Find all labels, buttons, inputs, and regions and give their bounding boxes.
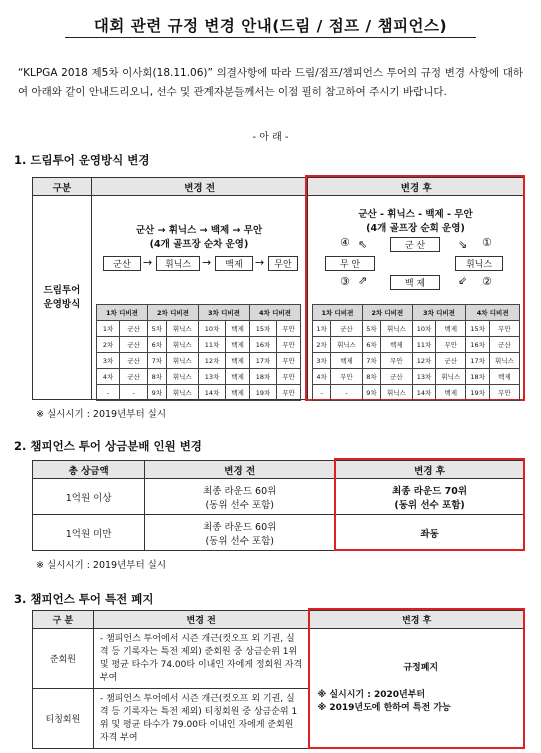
section3-col-after: 변경 후 [309, 611, 525, 629]
arrow-diagonal-icon: ⇖ [358, 238, 368, 251]
table-cell: 13차 [412, 369, 436, 385]
before-cell: - 챔피언스 투어에서 시즌 개근(컷오프 외 기권, 실격 등 기록자는 특전 제외) 티칭회원 중 상금순위 1위 및 평균 타수가 79.00타 이내인 자에게 준회원 자격 부여 [93, 689, 309, 749]
table-row [97, 321, 301, 337]
table-cell: 백제 [489, 369, 519, 385]
marker-3: ③ [340, 275, 350, 288]
section2-heading: 2. 챔피언스 투어 상금분배 인원 변경 [14, 439, 202, 453]
division-header: 4차 디비젼 [249, 305, 300, 321]
table-cell: 휘닉스 [489, 353, 519, 369]
table-cell: 3차 [313, 353, 331, 369]
table-cell: 18차 [249, 369, 276, 385]
section3-col-type: 구 분 [33, 611, 94, 629]
member-type-cell: 티칭회원 [33, 689, 94, 749]
table-cell: 백제 [226, 385, 250, 401]
table-cell: 군산 [331, 321, 363, 337]
table-cell: 19차 [466, 385, 490, 401]
table-cell: 백제 [436, 385, 466, 401]
table-cell: 9차 [362, 385, 380, 401]
before-cell: - 챔피언스 투어에서 시즌 개근(컷오프 외 기권, 실격 등 기록자는 특전 제외) 준회원 중 상금순위 1위 및 평균 타수가 74.00타 이내인 자에게 정회원 자격 부여 [93, 629, 309, 689]
table-row [97, 385, 301, 401]
section2-col-amount: 총 상금액 [33, 461, 145, 479]
table-cell: 11차 [198, 337, 225, 353]
table-cell: 휘닉스 [166, 385, 198, 401]
arrow-right-icon: → [255, 256, 265, 269]
table-row [97, 337, 301, 353]
table-cell: 무안 [489, 385, 519, 401]
marker-4: ④ [340, 236, 350, 249]
before-flow-title: 군산 → 휘닉스 → 백제 → 무안 [135, 225, 263, 236]
arrow-right-icon: → [202, 256, 212, 269]
arrow-diagonal-icon: ⇘ [458, 238, 468, 251]
arrow-diagonal-icon: ⇙ [458, 274, 468, 287]
before-cell: 최종 라운드 60위 (동위 선수 포함) [145, 515, 335, 551]
section2-col-before: 변경 전 [145, 461, 335, 479]
table-cell: 무안 [331, 369, 363, 385]
before-box-phoenix: 휘닉스 [156, 256, 200, 271]
table-cell: 7차 [147, 353, 166, 369]
division-header: 2차 디비젼 [147, 305, 198, 321]
table-cell: 무안 [277, 353, 301, 369]
table-row [313, 369, 520, 385]
table-cell: - [120, 385, 148, 401]
table-row [97, 353, 301, 369]
division-header: 1차 디비젼 [97, 305, 148, 321]
table-cell: 백제 [226, 353, 250, 369]
division-header: 3차 디비젼 [198, 305, 249, 321]
table-cell: 군산 [436, 353, 466, 369]
before-box-baekje: 백제 [215, 256, 253, 271]
table-cell: - [97, 385, 120, 401]
table-cell: 5차 [362, 321, 380, 337]
table-cell: 군산 [120, 337, 148, 353]
member-type-cell: 준회원 [33, 629, 94, 689]
table-cell: 10차 [198, 321, 225, 337]
table-cell: 군산 [120, 369, 148, 385]
section2-after-highlight [334, 458, 525, 551]
after-flow-title: 군산 - 휘닉스 - 백제 - 무안 [358, 209, 473, 220]
table-cell: 무안 [489, 321, 519, 337]
before-box-gunsan: 군산 [103, 256, 141, 271]
after-cell: 규정폐지 ※ 실시시기 : 2020년부터 ※ 2019년도에 한하여 특전 가능 [309, 629, 525, 749]
section1-heading: 1. 드림투어 운영방식 변경 [14, 153, 150, 167]
table-cell: 무안 [381, 353, 413, 369]
table-cell: 5차 [147, 321, 166, 337]
table-cell: 휘닉스 [166, 369, 198, 385]
intro-paragraph: “KLPGA 2018 제5차 이사회(18.11.06)” 의결사항에 따라 드림/점프/챔피언스 투어의 규정 변경 사항에 대하여 아래와 같이 안내드리오니, 선수 및 관계자분들께서는 이점 필히 참고하여 주시기 바랍니다. [18, 67, 523, 98]
section1-note: ※ 실시시기 : 2019년부터 실시 [36, 409, 167, 420]
table-cell: 12차 [412, 353, 436, 369]
section1-col-label: 구분 [33, 178, 92, 196]
before-cell: 최종 라운드 60위 (동위 선수 포함) [145, 479, 335, 515]
amount-cell: 1억원 이상 [33, 479, 145, 515]
table-cell: 군산 [489, 337, 519, 353]
table-cell: 백제 [436, 321, 466, 337]
table-row [97, 369, 301, 385]
below-marker: - 아 래 - [252, 132, 289, 143]
table-cell: 휘닉스 [166, 353, 198, 369]
table-cell: 1차 [313, 321, 331, 337]
table-cell: - [313, 385, 331, 401]
after-box-left: 무 안 [325, 256, 375, 271]
section3-after-highlight [308, 608, 525, 749]
table-cell: 17차 [466, 353, 490, 369]
before-box-muan: 무안 [268, 256, 298, 271]
table-cell: 19차 [249, 385, 276, 401]
table-cell: 8차 [362, 369, 380, 385]
table-cell: 14차 [412, 385, 436, 401]
division-header: 4차 디비젼 [466, 305, 520, 321]
table-cell: 백제 [226, 337, 250, 353]
table-cell: 17차 [249, 353, 276, 369]
table-cell: 12차 [198, 353, 225, 369]
table-cell: 16차 [466, 337, 490, 353]
table-row [313, 353, 520, 369]
table-row [313, 337, 520, 353]
table-cell: 군산 [120, 321, 148, 337]
table-cell: 8차 [147, 369, 166, 385]
after-cell: 최종 라운드 70위 (동위 선수 포함) [335, 479, 525, 515]
table-cell: 2차 [97, 337, 120, 353]
amount-cell: 1억원 미만 [33, 515, 145, 551]
division-header: 2차 디비젼 [362, 305, 412, 321]
page-title: 대회 관련 규정 변경 안내(드림 / 점프 / 챔피언스) [93, 17, 448, 35]
table-cell: 휘닉스 [166, 337, 198, 353]
table-cell: 휘닉스 [166, 321, 198, 337]
after-flow-subtitle: (4개 골프장 순회 운영) [366, 223, 465, 234]
table-cell: 무안 [436, 337, 466, 353]
table-cell: 휘닉스 [381, 321, 413, 337]
table-cell: - [331, 385, 363, 401]
table-cell: 무안 [277, 369, 301, 385]
table-cell: 백제 [226, 321, 250, 337]
after-box-top: 군 산 [390, 237, 440, 252]
table-cell: 16차 [249, 337, 276, 353]
table-cell: 18차 [466, 369, 490, 385]
table-cell: 14차 [198, 385, 225, 401]
table-cell: 휘닉스 [381, 385, 413, 401]
before-division-table [96, 304, 301, 401]
division-header: 1차 디비젼 [313, 305, 363, 321]
section2-col-after: 변경 후 [335, 461, 525, 479]
after-cell: 좌동 [335, 515, 525, 551]
marker-2: ② [482, 275, 492, 288]
division-header: 3차 디비젼 [412, 305, 466, 321]
section2-note: ※ 실시시기 : 2019년부터 실시 [36, 560, 167, 571]
section1-col-before: 변경 전 [91, 178, 308, 196]
table-cell: 백제 [331, 353, 363, 369]
table-cell: 무안 [277, 337, 301, 353]
table-cell: 휘닉스 [436, 369, 466, 385]
table-cell: 백제 [381, 337, 413, 353]
table-row [313, 321, 520, 337]
table-cell: 7차 [362, 353, 380, 369]
table-cell: 백제 [226, 369, 250, 385]
table-cell: 9차 [147, 385, 166, 401]
table-cell: 휘닉스 [331, 337, 363, 353]
arrow-right-icon: → [143, 256, 153, 269]
table-row [313, 385, 520, 401]
table-cell: 무안 [277, 321, 301, 337]
table-cell: 6차 [147, 337, 166, 353]
section3-col-before: 변경 전 [93, 611, 309, 629]
section3-heading: 3. 챔피언스 투어 특전 폐지 [14, 592, 154, 606]
table-cell: 15차 [466, 321, 490, 337]
table-cell: 4차 [97, 369, 120, 385]
after-box-right: 휘닉스 [455, 256, 503, 271]
table-cell: 13차 [198, 369, 225, 385]
table-cell: 15차 [249, 321, 276, 337]
before-flow-subtitle: (4개 골프장 순차 운영) [149, 239, 249, 250]
table-cell: 2차 [313, 337, 331, 353]
table-cell: 군산 [381, 369, 413, 385]
section1-row-label: 드림투어 운영방식 [33, 196, 92, 400]
table-cell: 1차 [97, 321, 120, 337]
table-cell: 11차 [412, 337, 436, 353]
table-cell: 3차 [97, 353, 120, 369]
section1-col-after: 변경 후 [308, 178, 525, 196]
title-underline [65, 37, 476, 38]
table-cell: 무안 [277, 385, 301, 401]
table-cell: 6차 [362, 337, 380, 353]
arrow-diagonal-icon: ⇗ [358, 274, 368, 287]
table-cell: 군산 [120, 353, 148, 369]
after-division-table [312, 304, 520, 401]
after-box-bottom: 백 제 [390, 275, 440, 290]
table-cell: 4차 [313, 369, 331, 385]
table-cell: 10차 [412, 321, 436, 337]
marker-1: ① [482, 236, 492, 249]
